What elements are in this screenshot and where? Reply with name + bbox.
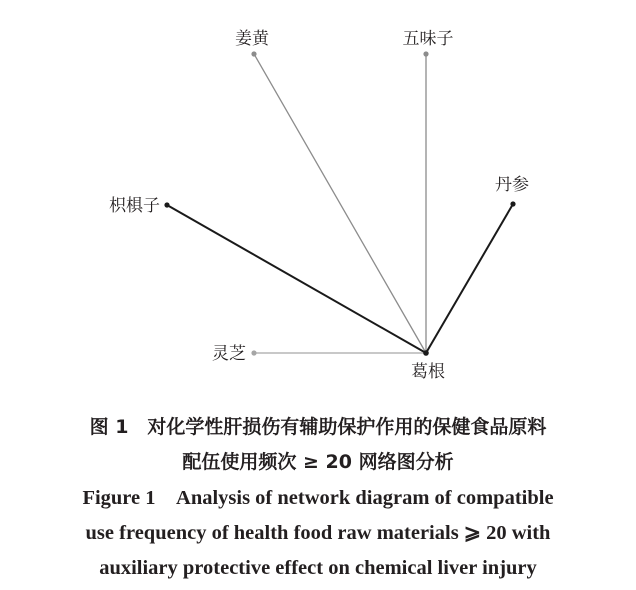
edge-0 xyxy=(254,54,426,353)
caption-english-line-2: use frequency of health food raw materials ⩾ 20 with xyxy=(85,522,551,544)
caption-english-line-1: Figure 1 Analysis of network diagram of compatible xyxy=(82,487,554,509)
hub-node-dot xyxy=(423,350,429,356)
caption-english-line-3: auxiliary protective effect on chemical liver injury xyxy=(99,557,537,579)
node-label-3: 枳椇子 xyxy=(109,196,160,216)
caption-chinese-line-1: 图 1 对化学性肝损伤有辅助保护作用的保健食品原料 xyxy=(89,416,547,438)
edges xyxy=(167,54,513,353)
node-dot-2 xyxy=(510,201,515,206)
node-dot-0 xyxy=(251,51,256,56)
edge-2 xyxy=(426,204,513,353)
node-dot-4 xyxy=(251,350,256,355)
hub-node-label: 葛根 xyxy=(411,362,445,382)
node-label-4: 灵芝 xyxy=(212,344,246,364)
node-label-0: 姜黄 xyxy=(235,29,269,49)
caption-chinese-line-2: 配伍使用频次 ≥ 20 网络图分析 xyxy=(182,451,454,473)
node-label-2: 丹参 xyxy=(495,175,529,195)
node-dot-3 xyxy=(164,202,169,207)
node-label-1: 五味子 xyxy=(402,29,454,49)
edge-3 xyxy=(167,205,426,353)
node-dot-1 xyxy=(423,51,428,56)
labels xyxy=(109,29,529,382)
